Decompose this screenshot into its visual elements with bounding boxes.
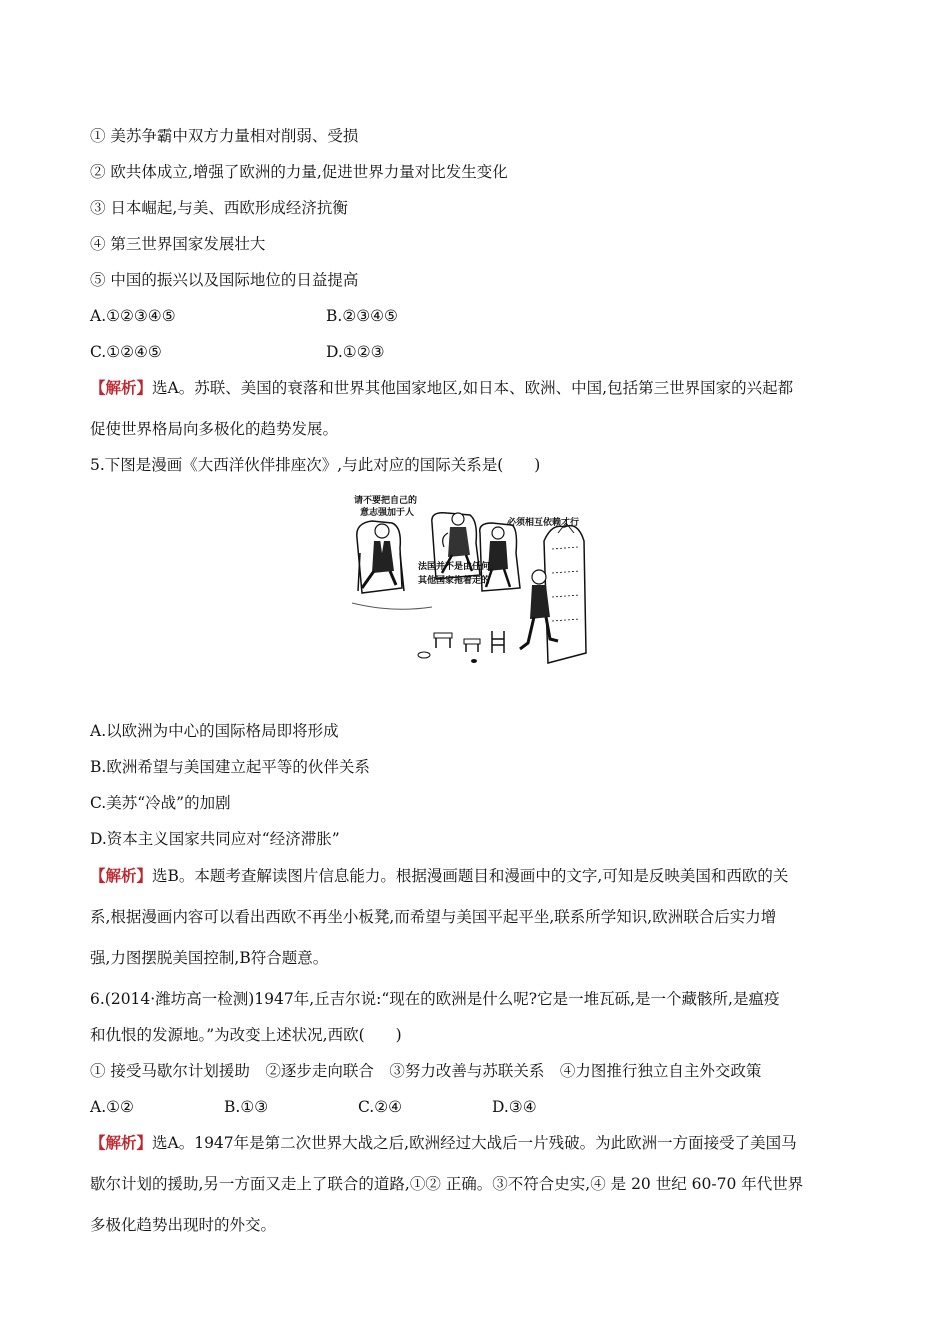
bubble3-line2: 其他国家拖着走的 [418, 576, 491, 586]
q4-option-d: D.①②③ [326, 343, 385, 361]
q6-option-d: D.③④ [492, 1098, 537, 1116]
q5-option-b: B.欧洲希望与美国建立起平等的伙伴关系 [90, 758, 370, 776]
q6-option-b: B.①③ [224, 1098, 269, 1116]
analysis-text: 选A。苏联、美国的衰落和世界其他国家地区,如日本、欧洲、中国,包括第三世界国家的兴起都 [152, 379, 794, 397]
analysis-tag: 【解析】 [90, 866, 153, 885]
q4-item-1: ① 美苏争霸中双方力量相对削弱、受损 [90, 127, 359, 145]
q4-analysis-line-2: 促使世界格局向多极化的趋势发展。 [90, 420, 339, 438]
q4-analysis-line-1 [90, 378, 793, 398]
q6-analysis-line-1 [90, 1133, 797, 1153]
q5-option-d: D.资本主义国家共同应对“经济滞胀” [90, 830, 340, 848]
q6-analysis-line-2: 歇尔计划的援助,另一方面又走上了联合的道路,①② 正确。③不符合史实,④ 是 20 世纪 60-70 年代世界 [90, 1175, 804, 1193]
q5-stem: 5.下图是漫画《大西洋伙伴排座次》,与此对应的国际关系是( ) [90, 456, 541, 474]
small-stools [418, 631, 504, 663]
q5-analysis-line-3: 强,力图摆脱美国控制,B符合题意。 [90, 949, 329, 967]
analysis-tag: 【解析】 [90, 1133, 153, 1152]
q4-item-4: ④ 第三世界国家发展壮大 [90, 235, 266, 253]
left-chair-figure [357, 521, 404, 593]
q6-analysis-line-3: 多极化趋势出现时的外交。 [90, 1216, 277, 1234]
cartoon-image [352, 493, 590, 673]
q5-option-c: C.美苏“冷战”的加剧 [90, 794, 231, 812]
bubble1-line2: 意志强加于人 [360, 508, 415, 518]
q4-item-3: ③ 日本崛起,与美、西欧形成经济抗衡 [90, 199, 348, 217]
q6-items: ① 接受马歇尔计划援助 ②逐步走向联合 ③努力改善与苏联关系 ④力图推行独立自主外交政策 [90, 1062, 762, 1080]
q4-option-c: C.①②④⑤ [90, 343, 162, 361]
q5-analysis-line-1 [90, 866, 788, 886]
bubble1-line1: 请不要把自己的 [354, 496, 418, 506]
q4-item-2: ② 欧共体成立,增强了欧洲的力量,促进世界力量对比发生变化 [90, 163, 508, 181]
q4-option-a: A.①②③④⑤ [90, 307, 176, 325]
analysis-text: 选A。1947年是第二次世界大战之后,欧洲经过大战后一片残破。为此欧洲一方面接受了美国马 [152, 1134, 797, 1152]
q6-stem-line-2: 和仇恨的发源地。”为改变上述状况,西欧( ) [90, 1026, 402, 1044]
bubble3-line1: 法国并不是由任何 [418, 562, 491, 572]
q6-option-a: A.①② [90, 1098, 134, 1116]
q6-stem-line-1: 6.(2014·潍坊高一检测)1947年,丘吉尔说:“现在的欧洲是什么呢?它是一堆瓦砾,是一个藏骸所,是瘟疫 [90, 990, 780, 1008]
analysis-text: 选B。本题考查解读图片信息能力。根据漫画题目和漫画中的文字,可知是反映美国和西欧的关 [152, 867, 789, 885]
q5-option-a: A.以欧洲为中心的国际格局即将形成 [90, 722, 339, 740]
q4-item-5: ⑤ 中国的振兴以及国际地位的日益提高 [90, 271, 359, 289]
analysis-tag: 【解析】 [90, 378, 153, 397]
bubble2: 必须相互依赖才行 [507, 518, 580, 528]
throne [544, 523, 586, 663]
q5-analysis-line-2: 系,根据漫画内容可以看出西欧不再坐小板凳,而希望与美国平起平坐,联系所学知识,欧洲联合后实力增 [90, 908, 777, 926]
q4-option-b: B.②③④⑤ [326, 307, 398, 325]
q6-option-c: C.②④ [358, 1098, 403, 1116]
